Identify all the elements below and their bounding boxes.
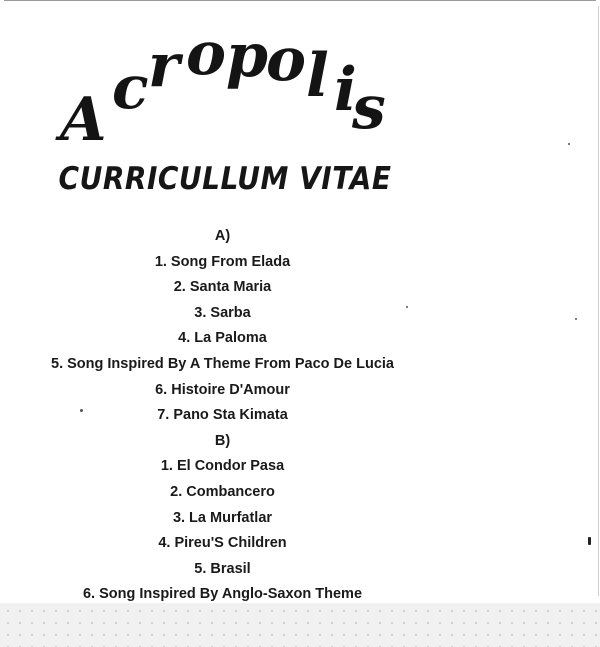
logo-letter: A <box>60 85 107 155</box>
scan-speck <box>568 143 570 145</box>
logo-letter: o <box>186 19 227 89</box>
track-item: 1. Song From Elada <box>154 253 291 270</box>
track-item: 5. Song Inspired By A Theme From Paco De Lucia <box>51 355 394 372</box>
track-item: 3. La Murfatlar <box>172 509 273 526</box>
section-heading: B) <box>214 432 231 449</box>
scan-speck <box>406 306 408 308</box>
track-item: 2. Combancero <box>170 483 275 500</box>
track-list <box>0 225 445 609</box>
logo-letter: p <box>226 21 268 91</box>
track-item: 3. Sarba <box>194 304 251 321</box>
track-item: 4. Pireu'S Children <box>158 535 287 552</box>
track-item: 2. Santa Maria <box>173 279 272 296</box>
logo-lettering <box>55 19 386 155</box>
document-title: CURRICULLUM VITAE <box>58 160 392 197</box>
scan-speck <box>588 537 591 545</box>
logo-letter: l <box>306 41 329 111</box>
scan-speck <box>80 409 83 412</box>
track-item: 1. El Condor Pasa <box>160 458 285 475</box>
track-item: 4. La Paloma <box>178 330 267 347</box>
acropolis-logo <box>0 0 600 160</box>
logo-letter: r <box>148 31 180 101</box>
track-item: 5. Brasil <box>194 560 251 577</box>
logo-letter: o <box>266 25 307 95</box>
track-item: 6. Histoire D'Amour <box>155 381 290 398</box>
section-heading: A) <box>214 228 231 244</box>
logo-letter: i <box>334 55 357 125</box>
logo-letter: c <box>112 53 149 123</box>
scan-speck <box>575 318 577 320</box>
track-item: 7. Pano Sta Kimata <box>157 407 288 424</box>
scanner-backdrop <box>0 603 600 647</box>
track-item: 6. Song Inspired By Anglo-Saxon Theme <box>82 586 363 603</box>
logo-letter: s <box>352 73 386 143</box>
